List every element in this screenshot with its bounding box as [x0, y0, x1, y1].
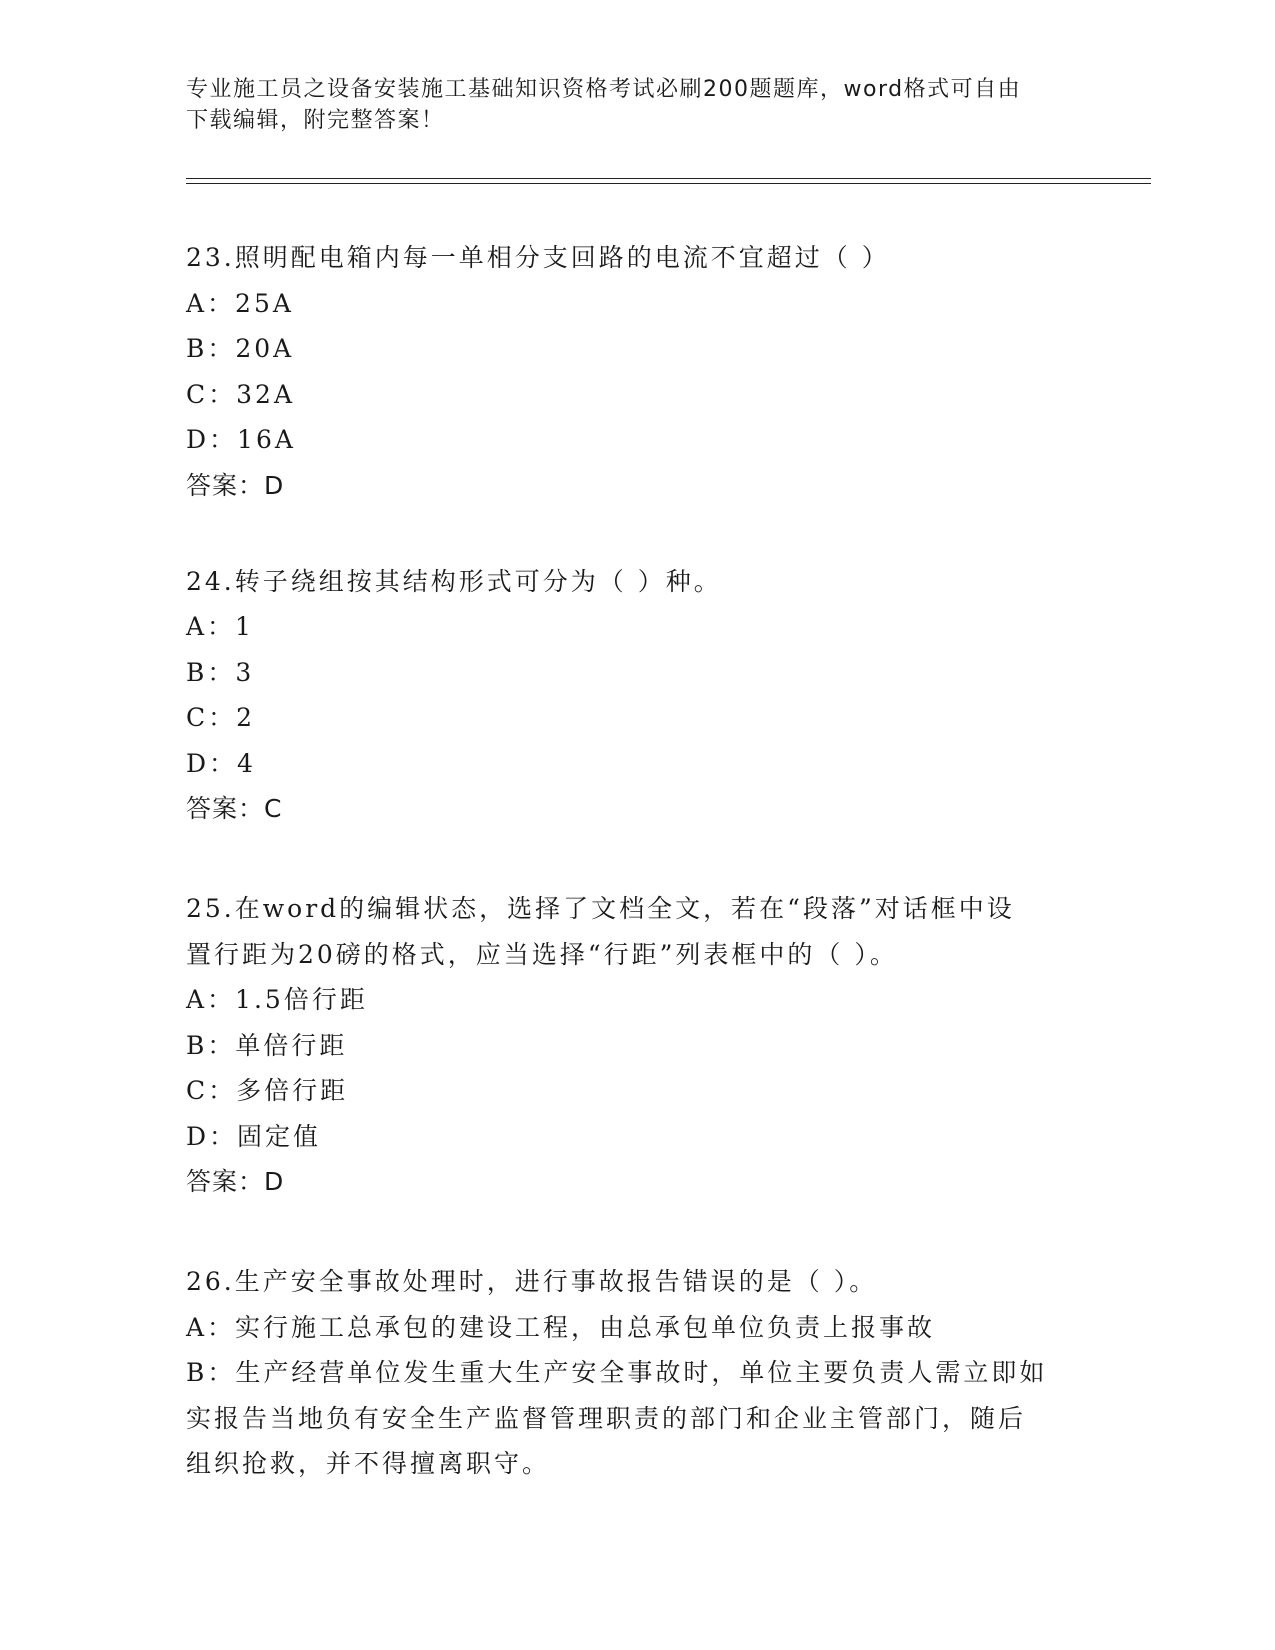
- question-list: [186, 235, 1086, 1487]
- question-stem-line-1: 25.在word的编辑状态，选择了文档全文，若在“段落”对话框中设: [186, 894, 1015, 923]
- answer-line: 答案：D: [186, 470, 285, 500]
- document-header: [186, 74, 1086, 136]
- header-divider-top: [186, 178, 1151, 179]
- option-d: D：16A: [186, 425, 296, 454]
- option-c: C：多倍行距: [186, 1076, 349, 1105]
- option-b: B：单倍行距: [186, 1030, 348, 1060]
- option-c: C：32A: [186, 379, 295, 409]
- option-c: C：2: [186, 703, 256, 732]
- question-stem: 26.生产安全事故处理时，进行事故报告错误的是（ ）。: [186, 1267, 878, 1296]
- option-b-line-2: 实报告当地负有安全生产监督管理职责的部门和企业主管部门，随后: [186, 1403, 1027, 1433]
- header-line-2: 下载编辑，附完整答案！: [186, 108, 445, 133]
- option-b-line-3: 组织抢救，并不得擅离职守。: [186, 1449, 551, 1478]
- answer-line: 答案：C: [186, 794, 283, 823]
- question-stem: 24.转子绕组按其结构形式可分为（ ）种。: [186, 566, 722, 596]
- option-d: D：4: [186, 748, 256, 778]
- question-stem-line-2: 置行距为20磅的格式，应当选择“行距”列表框中的（ ）。: [186, 939, 898, 969]
- question-26: [186, 1259, 1086, 1487]
- question-24: [186, 559, 1086, 832]
- question-stem: 23.照明配电箱内每一单相分支回路的电流不宜超过（ ）: [186, 243, 890, 272]
- option-a: A：25A: [186, 288, 294, 318]
- question-23: [186, 235, 1086, 508]
- option-a: A：1: [186, 612, 254, 641]
- option-b: B：20A: [186, 334, 295, 363]
- header-line-1: 专业施工员之设备安装施工基础知识资格考试必刷200题题库，word格式可自由: [186, 77, 1022, 102]
- option-a: A：实行施工总承包的建设工程，由总承包单位负责上报事故: [186, 1312, 936, 1342]
- option-a: A：1.5倍行距: [186, 985, 368, 1014]
- answer-line: 答案：D: [186, 1167, 285, 1196]
- option-b: B：3: [186, 657, 255, 687]
- question-25: [186, 886, 1086, 1204]
- option-b-line-1: B：生产经营单位发生重大生产安全事故时，单位主要负责人需立即如: [186, 1358, 1048, 1387]
- option-d: D：固定值: [186, 1121, 322, 1151]
- header-divider-bottom: [186, 183, 1151, 184]
